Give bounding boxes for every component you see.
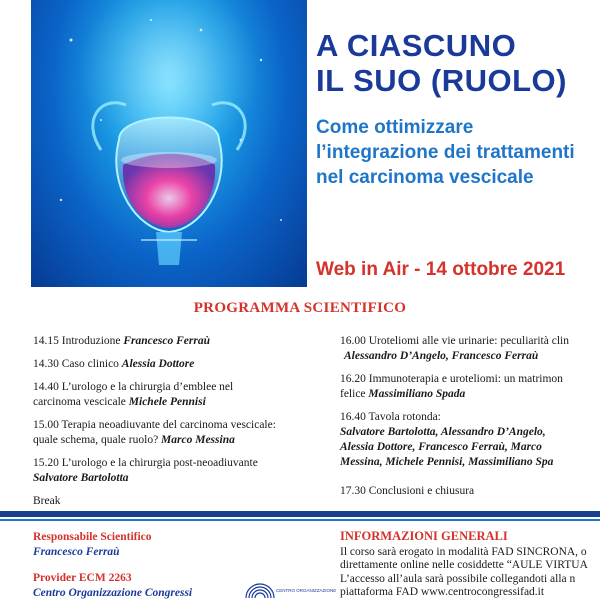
speaker: Salvatore Bartolotta, Alessandro D’Angelo, bbox=[340, 426, 546, 438]
speaker: Alessia Dottore, Francesco Ferraù, Marco bbox=[340, 441, 542, 453]
program-heading: PROGRAMMA SCIENTIFICO bbox=[193, 300, 407, 316]
centro-organizzazione-logo bbox=[242, 578, 337, 600]
program-item: 17.30 Conclusioni e chiusura bbox=[340, 485, 475, 497]
bladder-illustration bbox=[31, 0, 307, 287]
program-item: Break bbox=[33, 495, 61, 507]
subtitle-line-3: nel carcinoma vescicale bbox=[316, 167, 534, 188]
program-right-column bbox=[340, 334, 600, 507]
speaker: Michele Pennisi bbox=[128, 396, 206, 408]
info-line: L’accesso all’aula sarà possibile collegandoti alla n bbox=[340, 572, 576, 585]
program-item: 16.20 Immunoterapia e uroteliomi: un matrimon felice Massimiliano Spada bbox=[340, 373, 563, 400]
speaker: Francesco Ferraù bbox=[123, 335, 210, 347]
info-line: direttamente online nelle cosiddette “AULE VIRTUA bbox=[340, 559, 588, 571]
program-item: 14.30 Caso clinico Alessia Dottore bbox=[33, 358, 195, 370]
speaker: Alessia Dottore bbox=[121, 358, 195, 370]
title-line-2: IL SUO (RUOLO) bbox=[316, 63, 567, 98]
speaker: Salvatore Bartolotta bbox=[33, 472, 129, 484]
info-line: piattaforma FAD www.centrocongressifad.it bbox=[340, 586, 545, 598]
speaker: Massimiliano Spada bbox=[368, 388, 466, 400]
program-item: 15.00 Terapia neoadiuvante del carcinoma vescicale: quale schema, quale ruolo? Marco Messina bbox=[33, 419, 276, 446]
main-title bbox=[316, 28, 567, 98]
subtitle bbox=[316, 115, 575, 190]
footer-right bbox=[340, 530, 600, 600]
program-item: 16.40 Tavola rotonda: Salvatore Bartolotta, Alessandro D’Angelo, Alessia Dottore, Francesco Ferraù, Marco Messina, Michele Pennisi, Massimiliano Spa bbox=[340, 411, 554, 468]
program-item: 15.20 L’urologo e la chirurgia post-neoadiuvante Salvatore Bartolotta bbox=[33, 457, 258, 484]
speaker: Marco Messina bbox=[161, 434, 235, 446]
event-date: Web in Air - 14 ottobre 2021 bbox=[316, 259, 566, 280]
subtitle-line-1: Come ottimizzare bbox=[316, 117, 474, 138]
program-left-column bbox=[33, 334, 323, 517]
responsabile-label: Responsabile Scientifico bbox=[33, 531, 152, 543]
logo-icon bbox=[242, 578, 337, 600]
title-line-1: A CIASCUNO bbox=[316, 28, 517, 63]
speaker: Alessandro D’Angelo, Francesco Ferraù bbox=[344, 350, 539, 362]
divider-line bbox=[0, 519, 600, 521]
hero-illustration bbox=[31, 0, 307, 287]
provider-label: Provider ECM 2263 bbox=[33, 572, 132, 584]
speaker: Messina, Michele Pennisi, Massimiliano Spa bbox=[340, 456, 554, 468]
logo-text: CENTRO ORGANIZZAZIONE bbox=[276, 588, 337, 593]
program-item: 14.15 Introduzione Francesco Ferraù bbox=[33, 335, 210, 347]
divider-bar bbox=[0, 511, 600, 517]
responsabile-name: Francesco Ferraù bbox=[33, 546, 120, 558]
info-line: Il corso sarà erogato in modalità FAD SINCRONA, o bbox=[340, 545, 587, 558]
info-heading: INFORMAZIONI GENERALI bbox=[340, 529, 508, 543]
program-item: 14.40 L’urologo e la chirurgia d’emblee nel carcinoma vescicale Michele Pennisi bbox=[33, 381, 234, 408]
subtitle-line-2: l’integrazione dei trattamenti bbox=[316, 142, 575, 163]
program-item: 16.00 Uroteliomi alle vie urinarie: peculiarità clin Alessandro D’Angelo, Francesco Ferraù bbox=[340, 335, 569, 362]
provider-name: Centro Organizzazione Congressi bbox=[33, 587, 193, 599]
